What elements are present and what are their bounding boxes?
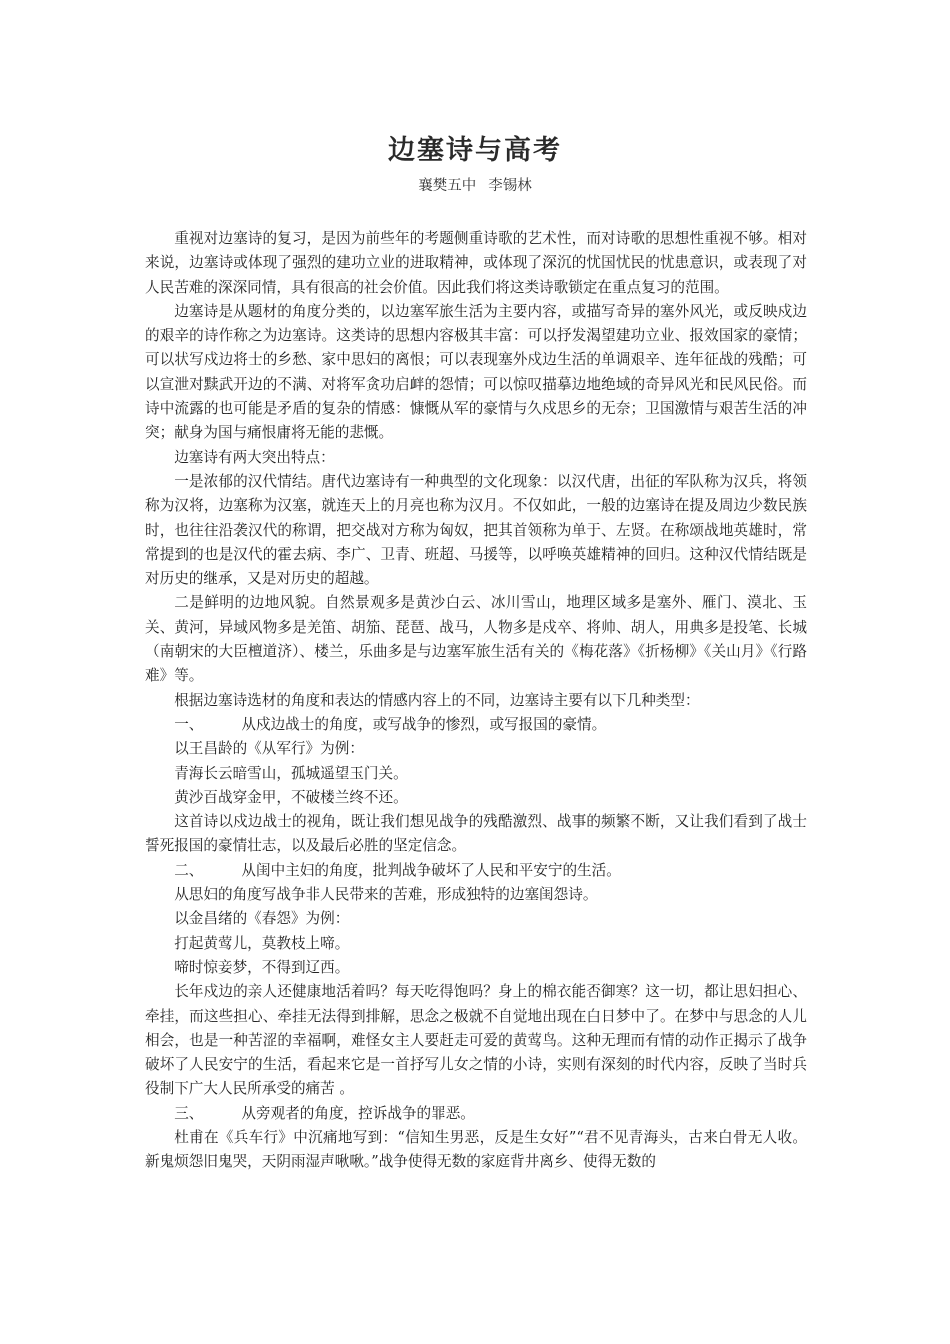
paragraph: 黄沙百战穿金甲，不破楼兰终不还。 — [174, 788, 408, 806]
heading-text: 从闺中主妇的角度，批判战争破坏了人民和平安宁的生活。 — [241, 861, 621, 879]
paragraph: 以金昌绪的《春怨》为例： — [174, 910, 350, 928]
paragraph: 二是鲜明的边地风貌。自然景观多是黄沙白云、冰川雪山，地理区域多是塞外、雁门、漠北、玉关、黄河，异域风物多是羌笛、胡笳、琵琶、战马，人物多是戍卒、将帅、胡人，用典多是投笔、长城（南朝宋的大臣檀道济）、楼兰，乐曲多是与边塞军旅生活有关的《梅花落》《折杨柳》《关山月》《行路难》等。 — [145, 594, 807, 685]
numbered-heading — [145, 1102, 807, 1126]
heading-text: 从旁观者的角度，控诉战争的罪恶。 — [241, 1104, 475, 1122]
author-line — [0, 176, 950, 196]
page-title: 边塞诗与高考 — [388, 135, 562, 166]
paragraph: 重视对边塞诗的复习，是因为前些年的考题侧重诗歌的艺术性，而对诗歌的思想性重视不够。相对来说，边塞诗或体现了强烈的建功立业的进取精神，或体现了深沉的忧国忧民的忧患意识，或表现了对人民苦难的深深同情，具有很高的社会价值。因此我们将这类诗歌锁定在重点复习的范围。 — [145, 230, 807, 296]
paragraph: 这首诗以戍边战士的视角，既让我们想见战争的残酷激烈、战事的频繁不断，又让我们看到了战士誓死报国的豪情壮志，以及最后必胜的坚定信念。 — [145, 813, 807, 855]
heading-number: 二、 — [174, 861, 204, 879]
paragraph: 啼时惊妾梦，不得到辽西。 — [174, 958, 350, 976]
paragraph: 边塞诗有两大突出特点： — [174, 448, 335, 466]
paragraph: 从思妇的角度写战争非人民带来的苦难，形成独特的边塞闺怨诗。 — [174, 886, 598, 904]
numbered-heading — [145, 713, 807, 737]
paragraph: 边塞诗是从题材的角度分类的，以边塞军旅生活为主要内容，或描写奇异的塞外风光，或反映戍边的艰辛的诗作称之为边塞诗。这类诗的思想内容极其丰富：可以抒发渴望建功立业、报效国家的豪情；可以状写戍边将士的乡愁、家中思妇的离恨；可以表现塞外戍边生活的单调艰辛、连年征战的残酷；可以宣泄对黩武开边的不满、对将军贪功启衅的怨情；可以惊叹描摹边地绝域的奇异风光和民风民俗。而诗中流露的也可能是矛盾的复杂的情感：慷慨从军的豪情与久戍思乡的无奈；卫国激情与艰苦生活的冲突；献身为国与痛恨庸将无能的悲慨。 — [145, 302, 807, 442]
paragraph: 一是浓郁的汉代情结。唐代边塞诗有一种典型的文化现象：以汉代唐，出征的军队称为汉兵，将领称为汉将，边塞称为汉塞，就连天上的月亮也称为汉月。不仅如此，一般的边塞诗在提及周边少数民族时，也往往沿袭汉代的称谓，把交战对方称为匈奴，把其首领称为单于、左贤。在称颂战地英雄时，常常提到的也是汉代的霍去病、李广、卫青、班超、马援等，以呼唤英雄精神的回归。这种汉代情结既是对历史的继承，又是对历史的超越。 — [145, 472, 807, 588]
paragraph: 以王昌龄的《从军行》为例： — [174, 740, 364, 758]
paragraph: 长年戍边的亲人还健康地活着吗？每天吃得饱吗？身上的棉衣能否御寒？这一切，都让思妇担心、牵挂，而这些担心、牵挂无法得到排解，思念之极就不自觉地出现在白日梦中了。在梦中与思念的人儿相会，也是一种苦涩的幸福啊，难怪女主人要赶走可爱的黄莺鸟。这种无理而有情的动作正揭示了战争破坏了人民安宁的生活，看起来它是一首抒写儿女之情的小诗，实则有深刻的时代内容，反映了当时兵役制下广大人民所承受的痛苦 。 — [145, 983, 807, 1098]
paragraph: 根据边塞诗选材的角度和表达的情感内容上的不同，边塞诗主要有以下几种类型： — [174, 691, 700, 709]
article-body — [145, 227, 807, 1175]
heading-number: 三、 — [174, 1104, 204, 1122]
author-name: 李锡林 — [488, 178, 532, 194]
author-school: 襄樊五中 — [418, 178, 477, 194]
paragraph: 青海长云暗雪山，孤城遥望玉门关。 — [174, 764, 408, 782]
paragraph: 杜甫在《兵车行》中沉痛地写到：“信知生男恶，反是生女好”“君不见青海头，古来白骨无人收。新鬼烦怨旧鬼哭，天阴雨湿声啾啾。”战争使得无数的家庭背井离乡、使得无数的 — [145, 1128, 807, 1171]
heading-number: 一、 — [174, 715, 204, 733]
numbered-heading — [145, 859, 807, 883]
heading-text: 从戍边战士的角度，或写战争的惨烈，或写报国的豪情。 — [241, 715, 607, 733]
paragraph: 打起黄莺儿，莫教枝上啼。 — [174, 934, 350, 952]
